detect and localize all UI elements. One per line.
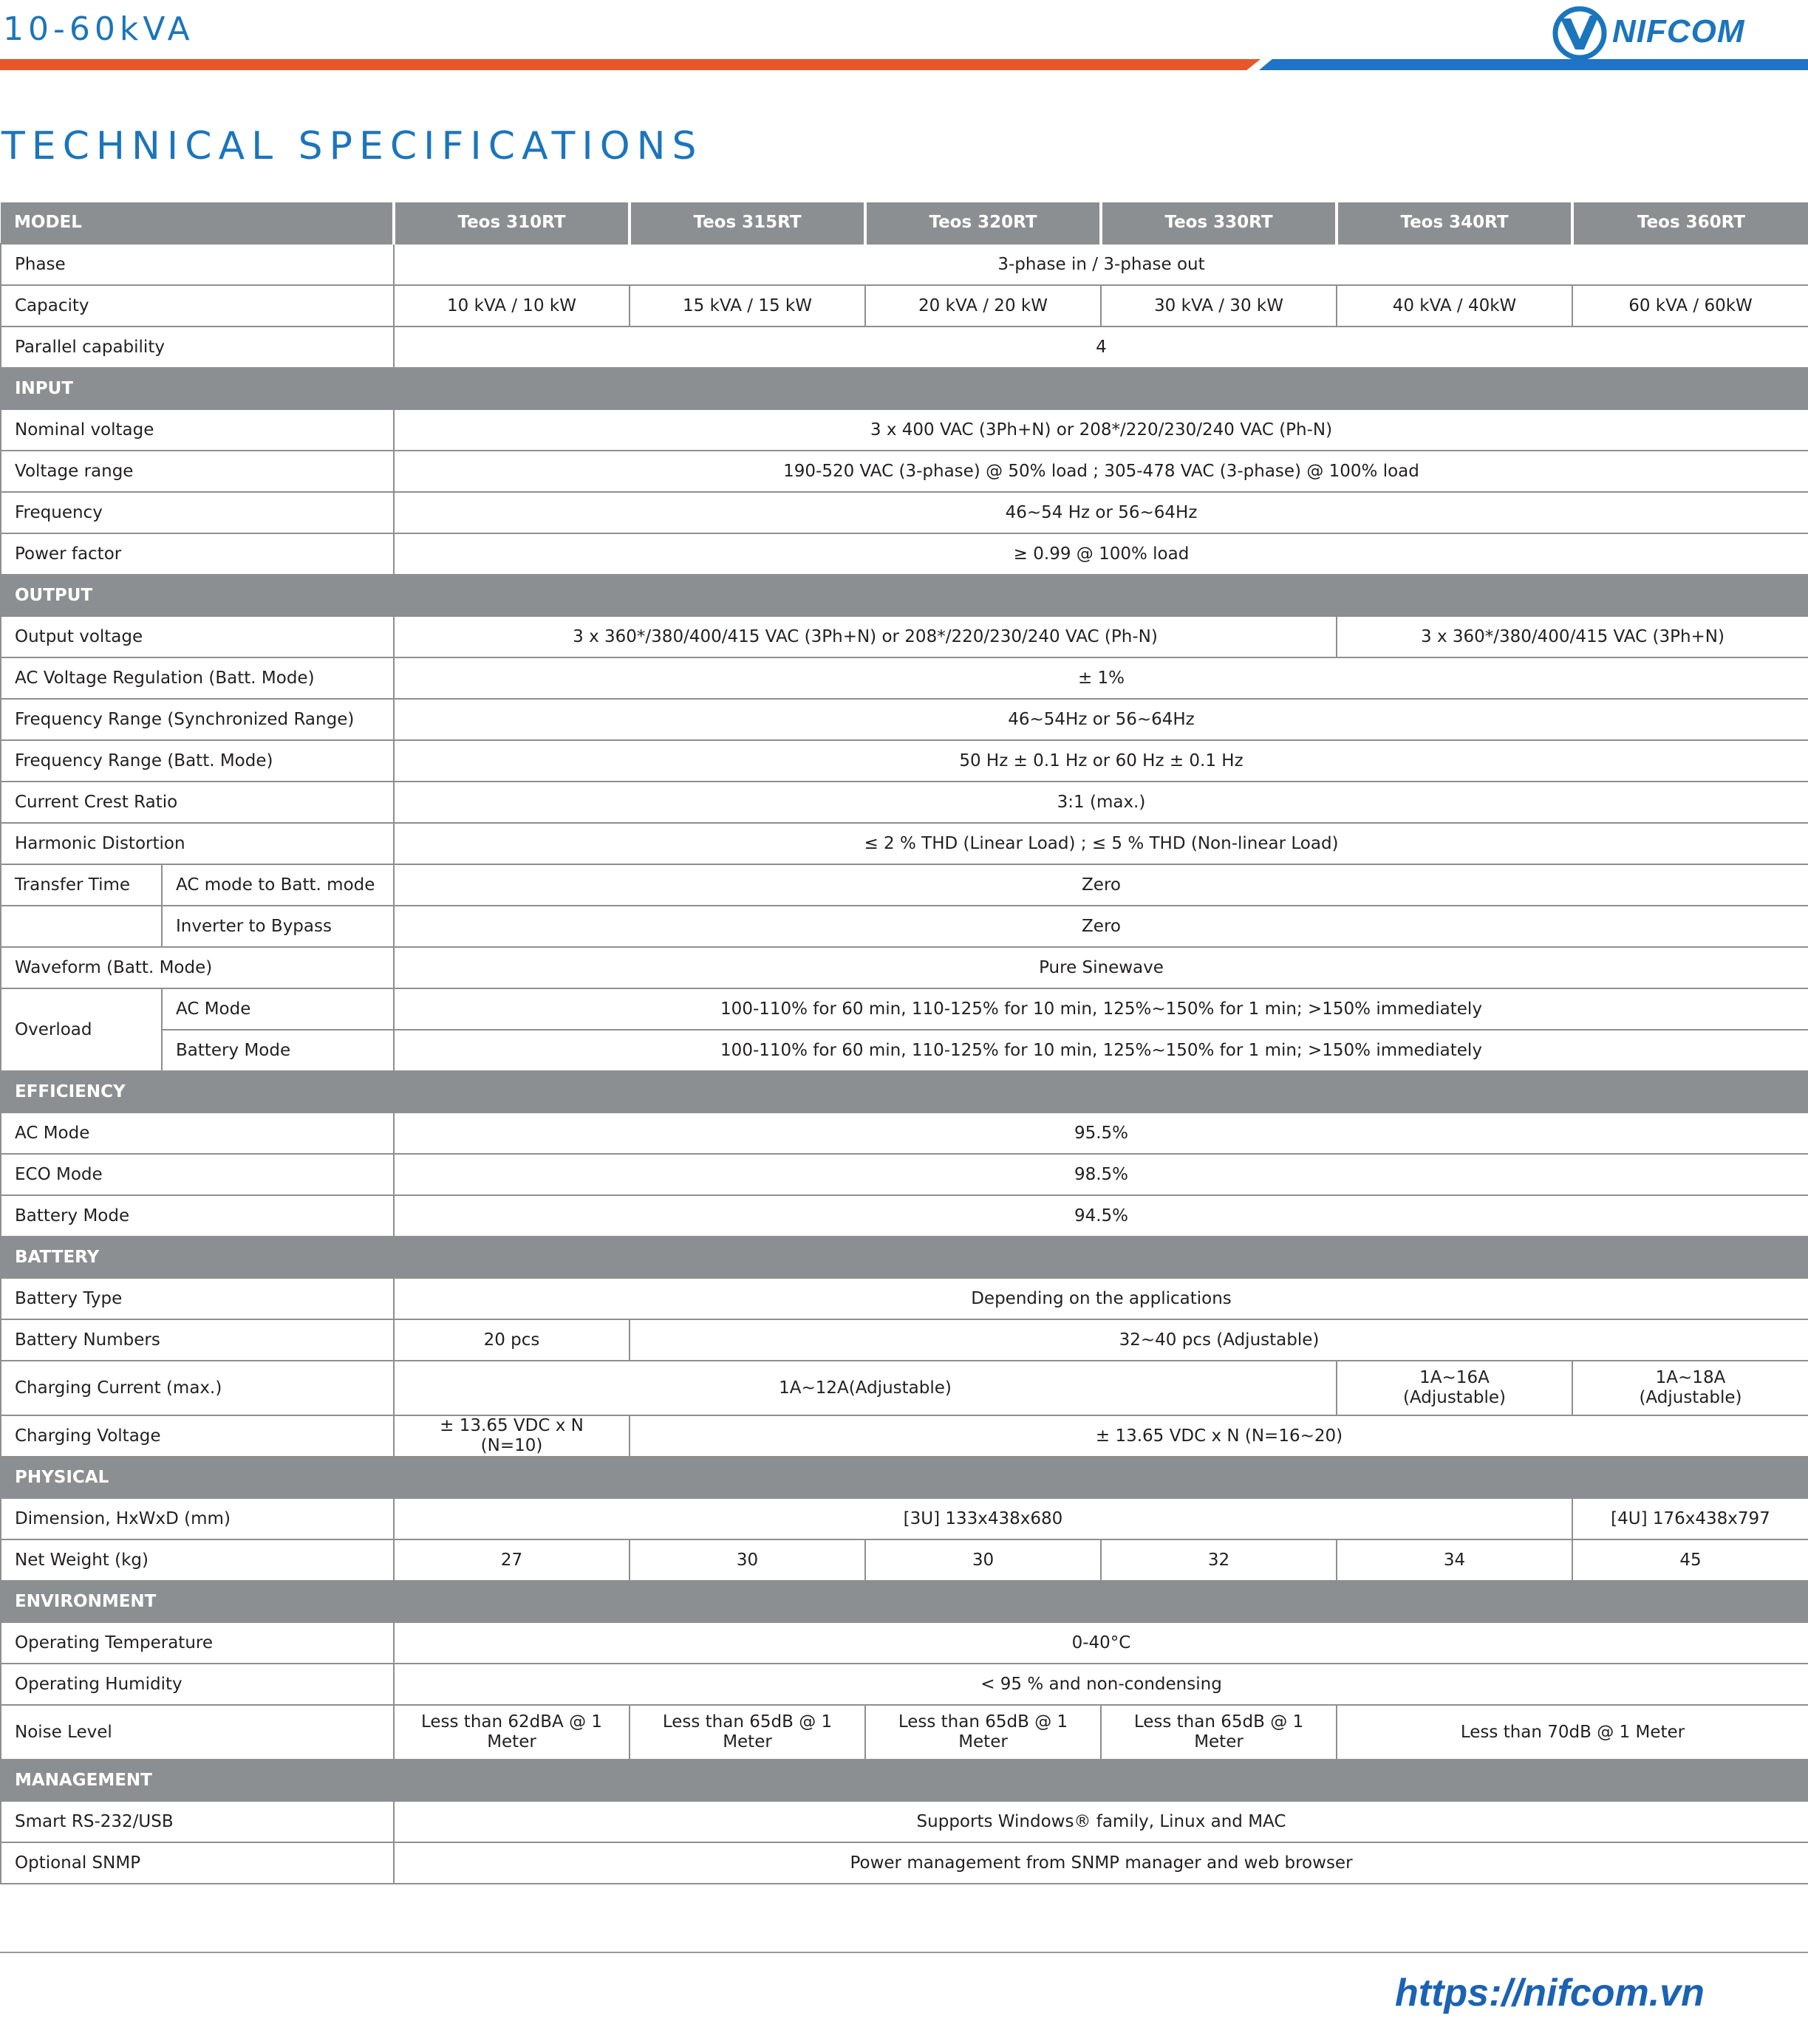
header-orange-bar xyxy=(0,59,1261,70)
waveform-row xyxy=(1,947,1808,988)
section-output xyxy=(1,575,1808,616)
transfer-bypass-value: Zero xyxy=(394,906,1808,947)
parallel-label: Parallel capability xyxy=(1,327,394,368)
model-header-row xyxy=(1,202,1808,244)
harmonic-label: Harmonic Distortion xyxy=(1,823,394,864)
humidity-value: < 95 % and non-condensing xyxy=(394,1664,1808,1705)
value-line: Less than 65dB @ 1 xyxy=(1133,1712,1304,1732)
value-line: (Adjustable) xyxy=(1639,1388,1742,1407)
charging-voltage-value: ± 13.65 VDC x N (N=10) xyxy=(394,1415,630,1457)
section-title: INPUT xyxy=(1,368,1808,409)
waveform-value: Pure Sinewave xyxy=(394,947,1808,988)
output-voltage-label: Output voltage xyxy=(1,616,394,657)
section-title: MANAGEMENT xyxy=(1,1760,1808,1801)
noise-value: Less than 70dB @ 1 Meter xyxy=(1337,1705,1808,1760)
battery-type-row xyxy=(1,1278,1808,1319)
dimension-value: [4U] 176x438x797 xyxy=(1572,1498,1808,1539)
output-voltage-row xyxy=(1,616,1808,657)
page-title: TECHNICAL SPECIFICATIONS xyxy=(1,124,703,168)
website-link[interactable]: https://nifcom.vn xyxy=(1395,1972,1705,2014)
noise-value xyxy=(630,1705,865,1760)
noise-value xyxy=(1101,1705,1337,1760)
model-315rt: Teos 315RT xyxy=(630,202,865,244)
parallel-value: 4 xyxy=(394,327,1808,368)
eff-ac-value: 95.5% xyxy=(394,1112,1808,1154)
nifcom-logo xyxy=(1550,0,1779,64)
eff-eco-value: 98.5% xyxy=(394,1154,1808,1195)
noise-label: Noise Level xyxy=(1,1705,394,1760)
model-330rt: Teos 330RT xyxy=(1101,202,1337,244)
eff-battery-value: 94.5% xyxy=(394,1195,1808,1237)
parallel-row xyxy=(1,327,1808,368)
capacity-value: 30 kVA / 30 kW xyxy=(1101,285,1337,327)
overload-label: Overload xyxy=(1,988,162,1071)
temperature-label: Operating Temperature xyxy=(1,1622,394,1664)
capacity-row xyxy=(1,285,1808,327)
capacity-value: 40 kVA / 40kW xyxy=(1337,285,1572,327)
power-factor-row xyxy=(1,533,1808,575)
phase-row xyxy=(1,244,1808,285)
value-line: 1A~18A xyxy=(1655,1368,1726,1387)
section-title: BATTERY xyxy=(1,1237,1808,1278)
power-factor-label: Power factor xyxy=(1,533,394,575)
value-line: Meter xyxy=(958,1732,1008,1751)
section-physical xyxy=(1,1457,1808,1498)
eff-eco-label: ECO Mode xyxy=(1,1154,394,1195)
ac-regulation-value: ± 1% xyxy=(394,657,1808,699)
product-range-title: 10-60kVA xyxy=(3,10,194,48)
dimension-row xyxy=(1,1498,1808,1539)
overload-battery-label: Battery Mode xyxy=(162,1030,394,1071)
voltage-range-value: 190-520 VAC (3-phase) @ 50% load ; 305-478 VAC (3-phase) @ 100% load xyxy=(394,451,1808,492)
eff-ac-label: AC Mode xyxy=(1,1112,394,1154)
value-line: Less than 62dBA @ 1 xyxy=(420,1712,603,1732)
eff-ac-row xyxy=(1,1112,1808,1154)
nominal-voltage-row xyxy=(1,409,1808,451)
charging-voltage-row xyxy=(1,1415,1808,1457)
harmonic-row xyxy=(1,823,1808,864)
voltage-range-row xyxy=(1,451,1808,492)
frequency-value: 46~54 Hz or 56~64Hz xyxy=(394,492,1808,533)
charging-voltage-label: Charging Voltage xyxy=(1,1415,394,1457)
waveform-label: Waveform (Batt. Mode) xyxy=(1,947,394,988)
battery-type-value: Depending on the applications xyxy=(394,1278,1808,1319)
crest-ratio-row xyxy=(1,782,1808,823)
section-title: EFFICIENCY xyxy=(1,1071,1808,1112)
eff-battery-label: Battery Mode xyxy=(1,1195,394,1237)
nominal-voltage-value: 3 x 400 VAC (3Ph+N) or 208*/220/230/240 VAC (Ph-N) xyxy=(394,409,1808,451)
nifcom-logo-icon xyxy=(1550,2,1609,61)
temperature-value: 0-40°C xyxy=(394,1622,1808,1664)
overload-ac-value: 100-110% for 60 min, 110-125% for 10 min, 125%~150% for 1 min; >150% immediately xyxy=(394,988,1808,1030)
freq-sync-row xyxy=(1,699,1808,740)
charging-current-value xyxy=(1337,1361,1572,1415)
value-line: Meter xyxy=(723,1732,772,1751)
value-line: Meter xyxy=(487,1732,536,1751)
voltage-range-label: Voltage range xyxy=(1,451,394,492)
weight-value: 27 xyxy=(394,1539,630,1581)
weight-value: 30 xyxy=(865,1539,1101,1581)
dimension-label: Dimension, HxWxD (mm) xyxy=(1,1498,394,1539)
freq-sync-value: 46~54Hz or 56~64Hz xyxy=(394,699,1808,740)
model-360rt: Teos 360RT xyxy=(1572,202,1808,244)
capacity-label: Capacity xyxy=(1,285,394,327)
charging-current-value xyxy=(1572,1361,1808,1415)
weight-value: 45 xyxy=(1572,1539,1808,1581)
model-310rt: Teos 310RT xyxy=(394,202,630,244)
battery-type-label: Battery Type xyxy=(1,1278,394,1319)
noise-value xyxy=(394,1705,630,1760)
charging-current-value: 1A~12A(Adjustable) xyxy=(394,1361,1337,1415)
footer-divider xyxy=(0,1952,1808,1953)
snmp-row xyxy=(1,1842,1808,1884)
section-management xyxy=(1,1760,1808,1801)
output-voltage-value: 3 x 360*/380/400/415 VAC (3Ph+N) or 208*/220/230/240 VAC (Ph-N) xyxy=(394,616,1337,657)
model-340rt: Teos 340RT xyxy=(1337,202,1572,244)
charging-current-label: Charging Current (max.) xyxy=(1,1361,394,1415)
eff-battery-row xyxy=(1,1195,1808,1237)
transfer-bypass-label: Inverter to Bypass xyxy=(162,906,394,947)
weight-value: 34 xyxy=(1337,1539,1572,1581)
overload-battery-row xyxy=(1,1030,1808,1071)
capacity-value: 15 kVA / 15 kW xyxy=(630,285,865,327)
freq-batt-value: 50 Hz ± 0.1 Hz or 60 Hz ± 0.1 Hz xyxy=(394,740,1808,782)
ac-regulation-label: AC Voltage Regulation (Batt. Mode) xyxy=(1,657,394,699)
charging-voltage-value: ± 13.65 VDC x N (N=16~20) xyxy=(630,1415,1808,1457)
transfer-bypass-row xyxy=(1,906,1808,947)
transfer-ac-label: AC mode to Batt. mode xyxy=(162,864,394,906)
crest-ratio-value: 3:1 (max.) xyxy=(394,782,1808,823)
ac-regulation-row xyxy=(1,657,1808,699)
spec-table xyxy=(0,202,1808,1884)
weight-value: 30 xyxy=(630,1539,865,1581)
temperature-row xyxy=(1,1622,1808,1664)
value-line: Less than 65dB @ 1 xyxy=(662,1712,833,1732)
frequency-row xyxy=(1,492,1808,533)
model-label: MODEL xyxy=(1,202,394,244)
power-factor-value: ≥ 0.99 @ 100% load xyxy=(394,533,1808,575)
snmp-label: Optional SNMP xyxy=(1,1842,394,1884)
overload-ac-row xyxy=(1,988,1808,1030)
smart-value: Supports Windows® family, Linux and MAC xyxy=(394,1801,1808,1842)
section-title: ENVIRONMENT xyxy=(1,1581,1808,1622)
smart-label: Smart RS-232/USB xyxy=(1,1801,394,1842)
snmp-value: Power management from SNMP manager and web browser xyxy=(394,1842,1808,1884)
eff-eco-row xyxy=(1,1154,1808,1195)
output-voltage-value: 3 x 360*/380/400/415 VAC (3Ph+N) xyxy=(1337,616,1808,657)
section-battery xyxy=(1,1237,1808,1278)
phase-value: 3-phase in / 3-phase out xyxy=(394,244,1808,285)
weight-row xyxy=(1,1539,1808,1581)
humidity-row xyxy=(1,1664,1808,1705)
frequency-label: Frequency xyxy=(1,492,394,533)
freq-batt-row xyxy=(1,740,1808,782)
noise-value xyxy=(865,1705,1101,1760)
weight-value: 32 xyxy=(1101,1539,1337,1581)
dimension-value: [3U] 133x438x680 xyxy=(394,1498,1572,1539)
model-320rt: Teos 320RT xyxy=(865,202,1101,244)
section-environment xyxy=(1,1581,1808,1622)
empty-cell xyxy=(1,906,162,947)
harmonic-value: ≤ 2 % THD (Linear Load) ; ≤ 5 % THD (Non-linear Load) xyxy=(394,823,1808,864)
section-efficiency xyxy=(1,1071,1808,1112)
value-line: (Adjustable) xyxy=(1402,1388,1507,1407)
noise-row xyxy=(1,1705,1808,1760)
value-line: Less than 65dB @ 1 xyxy=(898,1712,1068,1732)
transfer-ac-row xyxy=(1,864,1808,906)
weight-label: Net Weight (kg) xyxy=(1,1539,394,1581)
transfer-time-label: Transfer Time xyxy=(1,864,162,906)
overload-ac-label: AC Mode xyxy=(162,988,394,1030)
crest-ratio-label: Current Crest Ratio xyxy=(1,782,394,823)
battery-numbers-label: Battery Numbers xyxy=(1,1319,394,1361)
value-line: 1A~16A xyxy=(1419,1368,1490,1387)
humidity-label: Operating Humidity xyxy=(1,1664,394,1705)
battery-numbers-row xyxy=(1,1319,1808,1361)
overload-battery-value: 100-110% for 60 min, 110-125% for 10 min, 125%~150% for 1 min; >150% immediately xyxy=(394,1030,1808,1071)
logo-text: NIFCOM xyxy=(1612,13,1745,49)
section-title: OUTPUT xyxy=(1,575,1808,616)
transfer-ac-value: Zero xyxy=(394,864,1808,906)
capacity-value: 10 kVA / 10 kW xyxy=(394,285,630,327)
section-title: PHYSICAL xyxy=(1,1457,1808,1498)
section-input xyxy=(1,368,1808,409)
smart-row xyxy=(1,1801,1808,1842)
capacity-value: 20 kVA / 20 kW xyxy=(865,285,1101,327)
battery-numbers-value: 32~40 pcs (Adjustable) xyxy=(630,1319,1808,1361)
value-line: Meter xyxy=(1194,1732,1244,1751)
phase-label: Phase xyxy=(1,244,394,285)
charging-current-row xyxy=(1,1361,1808,1415)
battery-numbers-value: 20 pcs xyxy=(394,1319,630,1361)
nominal-voltage-label: Nominal voltage xyxy=(1,409,394,451)
freq-batt-label: Frequency Range (Batt. Mode) xyxy=(1,740,394,782)
freq-sync-label: Frequency Range (Synchronized Range) xyxy=(1,699,394,740)
capacity-value: 60 kVA / 60kW xyxy=(1572,285,1808,327)
